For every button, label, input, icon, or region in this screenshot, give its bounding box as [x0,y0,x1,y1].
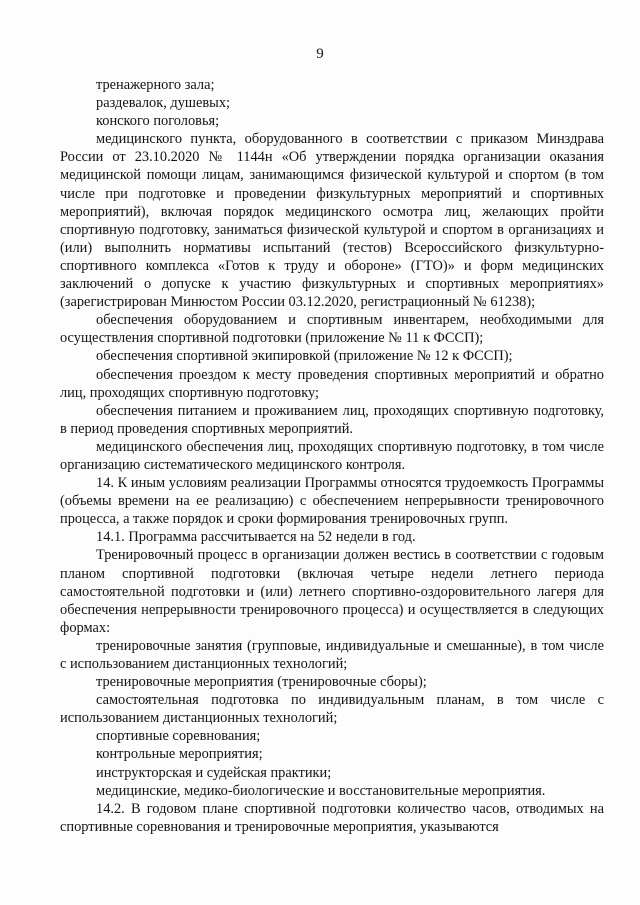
paragraph: контрольные мероприятия; [96,746,263,763]
paragraph: 14.2. В годовом плане спортивной подготовки количество часов, отводимых на спортивные соревнования и тренировочные мероприятия, указываются [60,800,604,835]
paragraph: обеспечения питанием и проживанием лиц, проходящих спортивную подготовку, в период проведения спортивных мероприятий. [60,402,604,437]
paragraph: обеспечения спортивной экипировкой (приложение № 12 к ФССП); [96,348,513,365]
paragraph: медицинского пункта, оборудованного в соответствии с приказом Минздрава России от 23.10.2020 № 1144н «Об утверждении порядка организации оказания медицинской помощи лицам, занимающимся физической культурой и спортом (в том числе при подготовке и проведении физкультурных мероприятий и спортивных мероприятий), включая порядок медицинского осмотра лиц, желающих пройти спортивную подготовку, заниматься физической культурой и спортом в организациях и (или) выполнить нормативы испытаний (тестов) Всероссийского физкультурно-спортивного комплекса «Готов к труду и обороне» (ГТО)» и форм медицинских заключений о допуске к участию физкультурных и спортивных мероприятиях» (зарегистрирован Минюстом России 03.12.2020, регистрационный № 61238); [60,131,604,311]
paragraph: 14. К иным условиям реализации Программы относятся трудоемкость Программы (объемы времени на ее реализацию) с обеспечением непрерывности тренировочного процесса, а также порядок и сроки формирования тренировочных групп. [60,475,604,528]
page-number: 9 [316,46,324,62]
paragraph: медицинского обеспечения лиц, проходящих спортивную подготовку, в том числе организацию систематического медицинского контроля. [60,438,604,473]
paragraph: медицинские, медико-биологические и восстановительные мероприятия. [96,782,546,799]
paragraph: 14.1. Программа рассчитывается на 52 недели в год. [96,529,416,546]
paragraph: раздевалок, душевых; [96,95,231,112]
paragraph: обеспечения проездом к месту проведения спортивных мероприятий и обратно лиц, проходящих спортивную подготовку; [60,366,604,401]
paragraph: инструкторская и судейская практики; [96,764,332,781]
paragraph: тренировочные занятия (групповые, индивидуальные и смешанные), в том числе с использованием дистанционных технологий; [60,637,604,672]
paragraph: спортивные соревнования; [96,728,261,745]
document-body [60,76,604,836]
paragraph: тренажерного зала; [96,77,215,93]
paragraph: самостоятельная подготовка по индивидуальным планам, в том числе с использованием дистанционных технологий; [60,692,604,727]
paragraph: обеспечения оборудованием и спортивным инвентарем, необходимыми для осуществления спортивной подготовки (приложение № 11 к ФССП); [60,312,604,347]
paragraph: Тренировочный процесс в организации должен вестись в соответствии с годовым планом спортивной подготовки (включая четыре недели летнего периода самостоятельной подготовки и (или) летнего спортивно-оздоровительного лагеря для обеспечения непрерывности тренировочного процесса) и осуществляется в следующих формах: [60,547,604,636]
paragraph: конского поголовья; [96,113,220,130]
paragraph: тренировочные мероприятия (тренировочные сборы); [96,674,427,691]
